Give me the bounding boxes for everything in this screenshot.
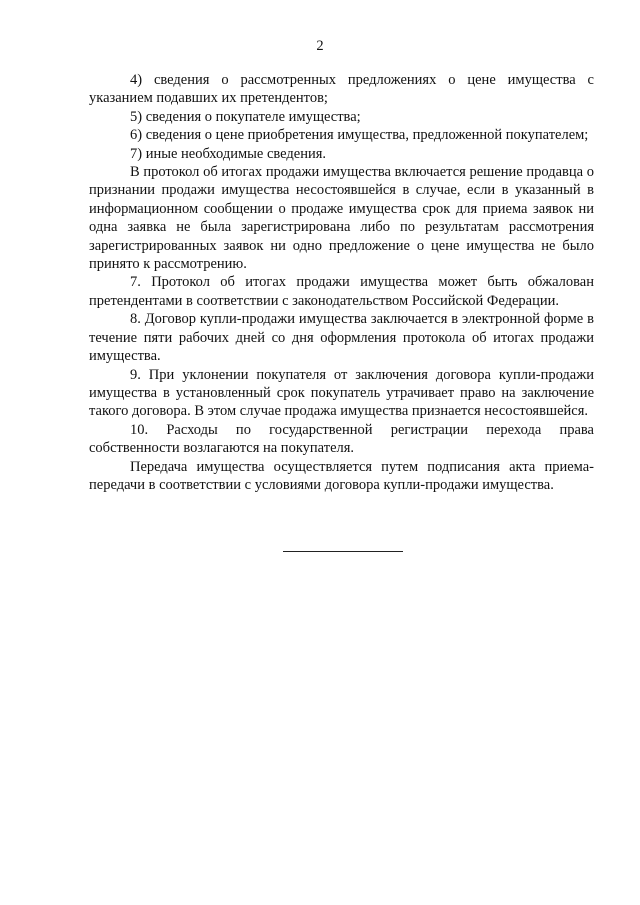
paragraph-section-7: 7. Протокол об итогах продажи имущества может быть обжалован претендентами в соответствии с законодательством Российской Федерации. [89, 274, 594, 309]
paragraph-item-7: 7) иные необходимые сведения. [130, 145, 327, 162]
paragraph-transfer: Передача имущества осуществляется путем подписания акта приема-передачи в соответствии с условиями договора купли-продажи имущества. [89, 458, 594, 493]
paragraph-item-5: 5) сведения о покупателе имущества; [130, 108, 361, 125]
page-number: 2 [316, 38, 324, 54]
closing-divider [283, 551, 403, 552]
paragraph-section-8: 8. Договор купли-продажи имущества заключается в электронной форме в течение пяти рабочих дней со дня оформления протокола об итогах продажи имущества. [89, 311, 594, 365]
paragraph-section-9: 9. При уклонении покупателя от заключения договора купли-продажи имущества в установленный срок покупатель утрачивает право на заключение такого договора. В этом случае продажа имущества признается несостоявшейся. [89, 366, 594, 420]
document-body [89, 71, 594, 494]
paragraph-protocol-failure: В протокол об итогах продажи имущества включается решение продавца о признании продажи имущества несостоявшейся в случае, если в указанный в информационном сообщении о продаже имущества срок для приема заявок ни одна заявка не была зарегистрирована либо по результатам рассмотрения зарегистрированных заявок ни одно предложение о цене имущества не было принято к рассмотрению. [89, 164, 594, 273]
paragraph-section-10: 10. Расходы по государственной регистрации перехода права собственности возлагаются на покупателя. [89, 421, 594, 457]
paragraph-item-4: 4) сведения о рассмотренных предложениях о цене имущества с указанием подавших их претендентов; [89, 72, 594, 107]
paragraph-item-6: 6) сведения о цене приобретения имущества, предложенной покупателем; [130, 127, 589, 144]
